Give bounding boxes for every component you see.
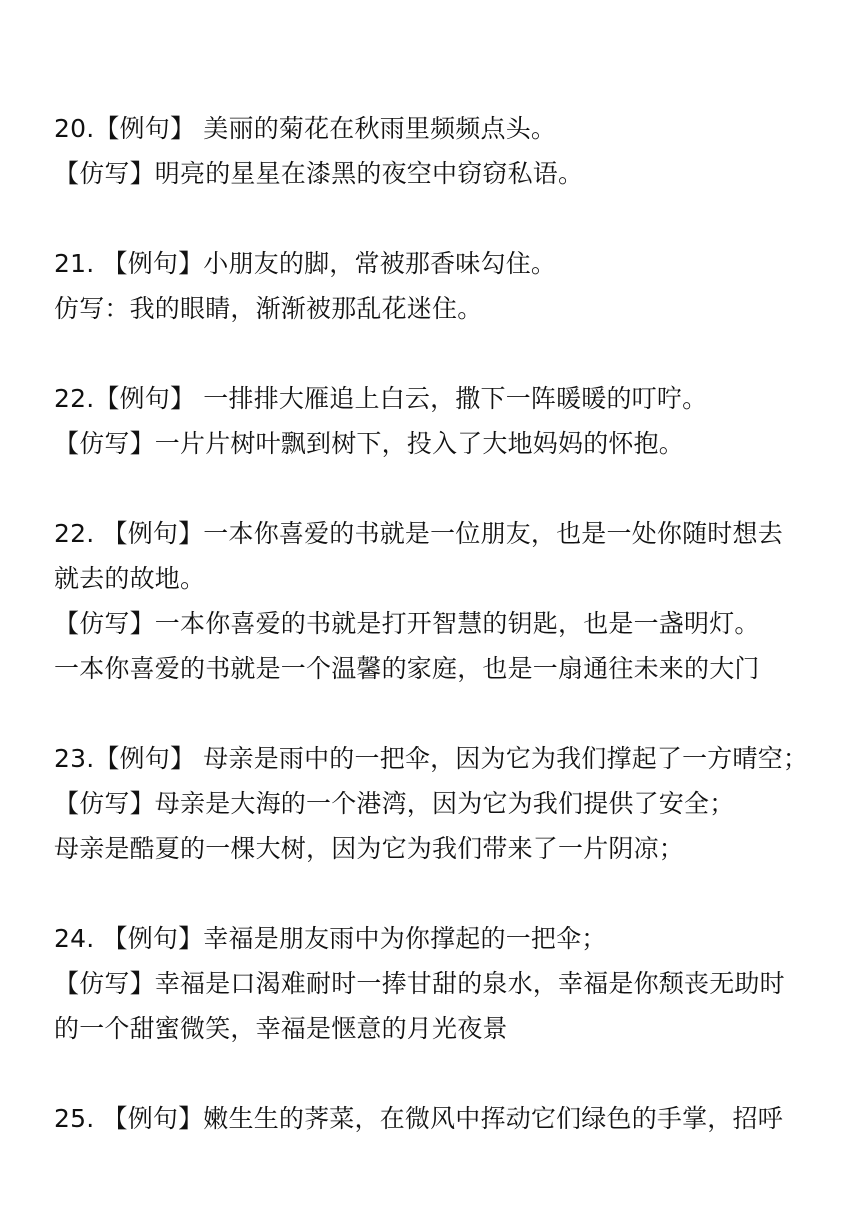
exercise-item-21	[54, 241, 814, 331]
imitation-sentence-continued: 的一个甜蜜微笑，幸福是惬意的月光夜景	[54, 1014, 508, 1043]
example-sentence: 25. 【例句】嫩生生的荠菜，在微风中挥动它们绿色的手掌，招呼	[54, 1104, 783, 1133]
example-sentence: 22. 【例句】一本你喜爱的书就是一位朋友，也是一处你随时想去	[54, 519, 783, 548]
exercise-item-23	[54, 736, 814, 871]
exercise-item-22a	[54, 376, 814, 466]
example-sentence: 21. 【例句】小朋友的脚，常被那香味勾住。	[54, 249, 557, 278]
imitation-sentence-alt: 一本你喜爱的书就是一个温馨的家庭，也是一扇通往未来的大门	[54, 654, 760, 683]
exercise-item-24	[54, 916, 814, 1051]
imitation-sentence: 【仿写】母亲是大海的一个港湾，因为它为我们提供了安全；	[54, 789, 735, 818]
example-sentence: 23.【例句】 母亲是雨中的一把伞，因为它为我们撑起了一方晴空；	[54, 744, 809, 773]
exercise-item-20	[54, 106, 814, 196]
imitation-sentence: 仿写：我的眼睛，渐渐被那乱花迷住。	[54, 294, 483, 323]
document-page	[54, 106, 814, 1186]
example-sentence: 22.【例句】 一排排大雁追上白云，撒下一阵暖暖的叮咛。	[54, 384, 708, 413]
example-sentence: 24. 【例句】幸福是朋友雨中为你撑起的一把伞；	[54, 924, 607, 953]
imitation-sentence: 【仿写】幸福是口渴难耐时一捧甘甜的泉水，幸福是你颓丧无助时	[54, 969, 785, 998]
imitation-sentence: 【仿写】明亮的星星在漆黑的夜空中窃窃私语。	[54, 159, 584, 188]
imitation-sentence: 【仿写】一片片树叶飘到树下，投入了大地妈妈的怀抱。	[54, 429, 685, 458]
exercise-item-25	[54, 1096, 814, 1141]
imitation-sentence-alt: 母亲是酷夏的一棵大树，因为它为我们带来了一片阴凉；	[54, 834, 685, 863]
imitation-sentence: 【仿写】一本你喜爱的书就是打开智慧的钥匙，也是一盏明灯。	[54, 609, 760, 638]
example-sentence-continued: 就去的故地。	[54, 564, 206, 593]
exercise-item-22b	[54, 511, 814, 691]
example-sentence: 20.【例句】 美丽的菊花在秋雨里频频点头。	[54, 114, 557, 143]
